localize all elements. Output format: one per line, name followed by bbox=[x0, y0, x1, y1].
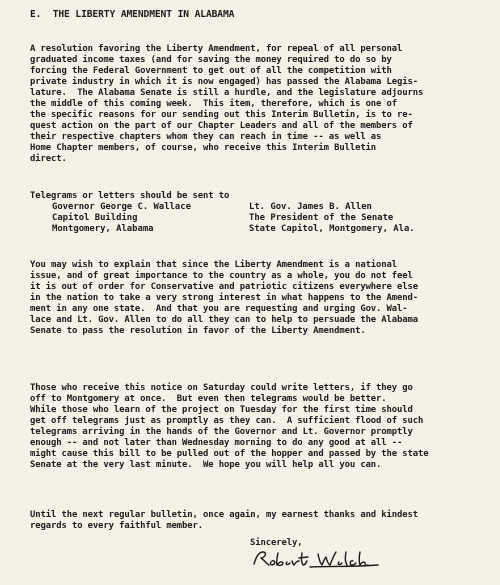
para4-line: Until the next regular bulletin, once again, my earnest thanks and kindest bbox=[30, 510, 418, 520]
para3-line: might cause this bill to be pulled out of the hopper and passed by the state bbox=[30, 449, 429, 459]
send-intro: Telegrams or letters should be sent to bbox=[30, 191, 230, 201]
para1-line: lature. The Alabama Senate is still a hurdle, and the legislature adjourns bbox=[30, 88, 424, 98]
address-left-line: Capitol Building bbox=[52, 213, 138, 223]
para4-line: regards to every faithful member. bbox=[30, 521, 204, 531]
section-heading: E. THE LIBERTY AMENDMENT IN ALABAMA bbox=[30, 9, 235, 20]
para1-line: private industry in which it is now engaged) has passed the Alabama Legis- bbox=[30, 77, 418, 87]
para3-line: get off telegrams just as promptly as they can. A sufficient flood of such bbox=[30, 416, 424, 426]
para1-line: direct. bbox=[30, 154, 67, 164]
para2-line: You may wish to explain that since the Liberty Amendment is a national bbox=[30, 260, 398, 270]
address-left-line: Montgomery, Alabama bbox=[52, 224, 154, 234]
para2-line: in the nation to take a very strong interest in what happens to the Amend- bbox=[30, 293, 418, 303]
para1-line: quest action on the part of our Chapter Leaders and all of the members of bbox=[30, 121, 413, 131]
address-right-line: State Capitol, Montgomery, Ala. bbox=[249, 224, 415, 234]
para2-line: lace and Lt. Gov. Allen to do all they can to help to persuade the Alabama bbox=[30, 315, 418, 325]
address-left-line: Governor George C. Wallace bbox=[52, 202, 191, 212]
para3-line: Senate at the very last minute. We hope you will help all you can. bbox=[30, 460, 382, 470]
para2-line: issue, and of great importance to the country as a whole, you do not feel bbox=[30, 271, 413, 281]
para1-line: Home Chapter members, of course, who receive this Interim Bulletin bbox=[30, 143, 377, 153]
para3-line: off to Montgomery at once. But even then telegrams would be better. bbox=[30, 394, 387, 404]
signature-image bbox=[250, 549, 385, 569]
para1-line: their respective chapters whom they can reach in time -- as well as bbox=[30, 132, 382, 142]
para2-line: it is out of order for Conservative and patriotic citizens everywhere else bbox=[30, 282, 418, 292]
address-right-line: Lt. Gov. James B. Allen bbox=[249, 202, 372, 212]
para3-line: telegrams arriving in the hands of the Governor and Lt. Governor promptly bbox=[30, 427, 413, 437]
para3-line: enough -- and not later than Wednesday morning to do any good at all -- bbox=[30, 438, 403, 448]
para1-line: graduated income taxes (and for saving the money required to do so by bbox=[30, 55, 392, 65]
para1-line: forcing the Federal Government to get out of all the competition with bbox=[30, 66, 392, 76]
para1-line: the specific reasons for our sending out this Interim Bulletin, is to re- bbox=[30, 110, 413, 120]
para1-line: the middle of this coming week. This item, therefore, which is one of bbox=[30, 99, 398, 109]
closing: Sincerely, bbox=[250, 538, 303, 548]
address-right-line: The President of the Senate bbox=[249, 213, 394, 223]
para2-line: ment in any one state. And that you are requesting and urging Gov. Wal- bbox=[30, 304, 408, 314]
para2-line: Senate to pass the resolution in favor of the Liberty Amendment. bbox=[30, 326, 366, 336]
para3-line: While those who learn of the project on Tuesday for the first time should bbox=[30, 405, 413, 415]
para3-line: Those who receive this notice on Saturday could write letters, if they go bbox=[30, 383, 413, 393]
para1-line: A resolution favoring the Liberty Amendment, for repeal of all personal bbox=[30, 44, 403, 54]
